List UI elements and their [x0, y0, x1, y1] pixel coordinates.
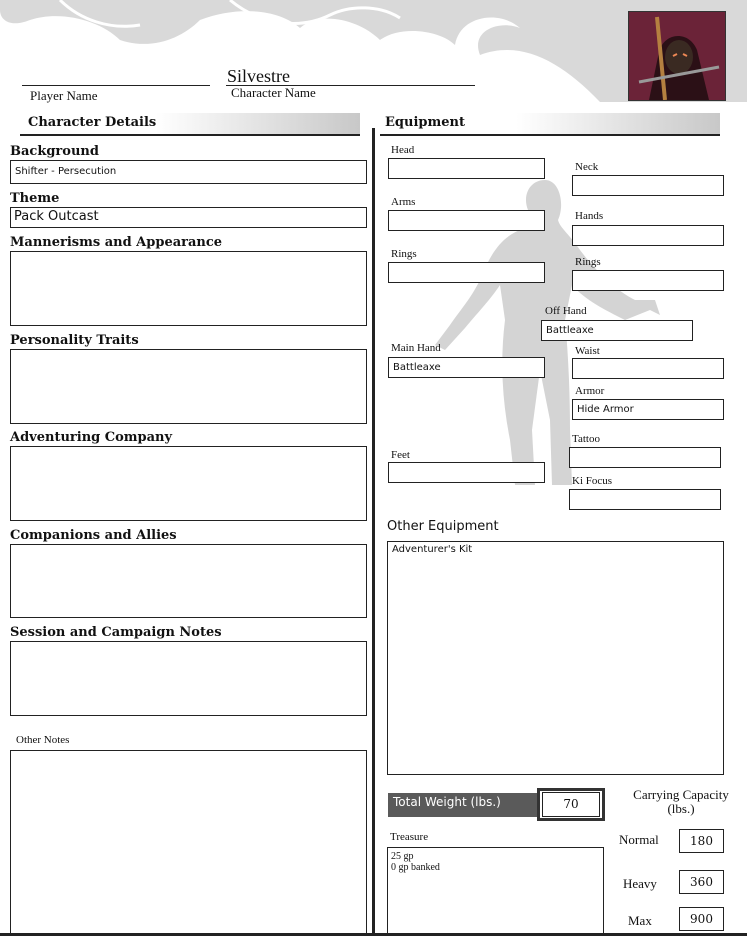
- neck-field[interactable]: [572, 175, 724, 196]
- normal-field[interactable]: 180: [679, 829, 724, 853]
- off-hand-label: Off Hand: [545, 305, 587, 317]
- ki-focus-label: Ki Focus: [572, 475, 613, 487]
- heavy-label: Heavy: [623, 876, 657, 891]
- main-hand-label: Main Hand: [391, 342, 441, 354]
- carrying-capacity-label: Carrying Capacity (lbs.): [633, 787, 729, 816]
- rings-right-field[interactable]: [572, 270, 724, 291]
- neck-label: Neck: [575, 161, 599, 173]
- tattoo-field[interactable]: [569, 447, 721, 468]
- equipment-title: Equipment: [385, 115, 465, 130]
- character-details-header: [20, 113, 360, 135]
- total-weight-label: Total Weight (lbs.): [393, 795, 501, 809]
- mannerisms-label: Mannerisms and Appearance: [10, 235, 223, 250]
- heavy-field[interactable]: 360: [679, 870, 724, 894]
- background-label: Background: [10, 144, 99, 159]
- tattoo-label: Tattoo: [572, 433, 600, 445]
- treasure-field[interactable]: [387, 847, 604, 936]
- waist-label: Waist: [575, 345, 600, 357]
- feet-field[interactable]: [388, 462, 545, 483]
- companions-label: Companions and Allies: [10, 528, 177, 543]
- company-field[interactable]: [10, 446, 367, 521]
- personality-field[interactable]: [10, 349, 367, 424]
- arms-field[interactable]: [388, 210, 545, 231]
- player-name-label: Player Name: [30, 88, 98, 103]
- total-weight-field[interactable]: 70: [542, 792, 600, 817]
- session-field[interactable]: [10, 641, 367, 716]
- treasure-line: 25 gp: [391, 851, 414, 862]
- arms-label: Arms: [391, 196, 416, 208]
- theme-label: Theme: [10, 191, 60, 206]
- character-details-title: Character Details: [28, 115, 157, 130]
- details-header-underline: [20, 134, 360, 136]
- treasure-label: Treasure: [390, 831, 429, 843]
- ki-focus-field[interactable]: [569, 489, 721, 510]
- column-divider: [372, 128, 375, 936]
- equipment-header: [380, 113, 720, 135]
- mannerisms-field[interactable]: [10, 251, 367, 326]
- off-hand-field[interactable]: Battleaxe: [541, 320, 693, 341]
- companions-field[interactable]: [10, 544, 367, 618]
- portrait-art: [629, 12, 725, 100]
- feet-label: Feet: [391, 449, 410, 461]
- character-name-value[interactable]: Silvestre: [227, 66, 290, 86]
- other-equipment-label: Other Equipment: [387, 519, 499, 534]
- other-notes-field[interactable]: [10, 750, 367, 936]
- company-label: Adventuring Company: [10, 430, 173, 445]
- rings-left-field[interactable]: [388, 262, 545, 283]
- hands-field[interactable]: [572, 225, 724, 246]
- character-name-label: Character Name: [231, 85, 316, 100]
- other-equipment-field[interactable]: Adventurer's Kit: [387, 541, 724, 775]
- rings-left-label: Rings: [391, 248, 417, 260]
- other-notes-label: Other Notes: [16, 734, 70, 746]
- waist-field[interactable]: [572, 358, 724, 379]
- background-field[interactable]: Shifter - Persecution: [10, 160, 367, 184]
- head-label: Head: [391, 144, 415, 156]
- max-label: Max: [628, 913, 652, 928]
- treasure-line: 0 gp banked: [391, 862, 440, 873]
- max-field[interactable]: 900: [679, 907, 724, 931]
- equipment-header-underline: [380, 134, 720, 136]
- player-name-line[interactable]: [22, 85, 210, 86]
- rings-right-label: Rings: [575, 256, 601, 268]
- personality-label: Personality Traits: [10, 333, 139, 348]
- armor-label: Armor: [575, 385, 605, 397]
- main-hand-field[interactable]: Battleaxe: [388, 357, 545, 378]
- armor-field[interactable]: Hide Armor: [572, 399, 724, 420]
- hands-label: Hands: [575, 210, 604, 222]
- character-portrait: [628, 11, 726, 101]
- normal-label: Normal: [619, 832, 659, 847]
- head-field[interactable]: [388, 158, 545, 179]
- session-label: Session and Campaign Notes: [10, 625, 222, 640]
- theme-field[interactable]: Pack Outcast: [10, 207, 367, 228]
